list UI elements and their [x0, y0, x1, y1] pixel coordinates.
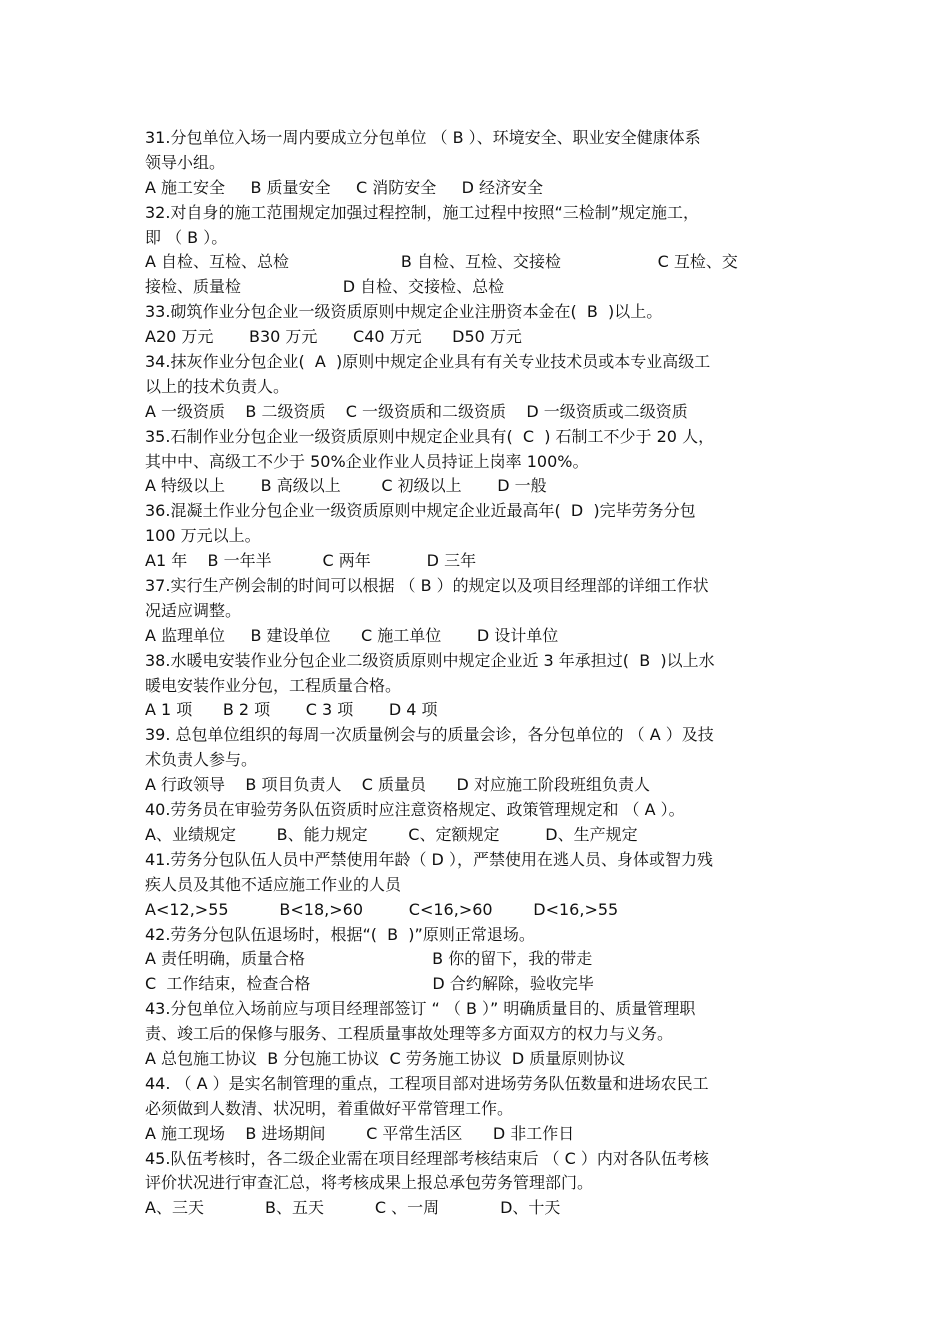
text-line: 34.抹灰作业分包企业( A )原则中规定企业具有有关专业技术员或本专业高级工: [145, 352, 711, 372]
text-line: 37.实行生产例会制的时间可以根据 （ B ）的规定以及项目经理部的详细工作状: [145, 576, 709, 596]
text-line: A 总包施工协议 B 分包施工协议 C 劳务施工协议 D 质量原则协议: [145, 1048, 626, 1068]
text-line: A20 万元 B30 万元 C40 万元 D50 万元: [145, 327, 522, 347]
text-line: 100 万元以上。: [145, 526, 261, 546]
text-line: C 工作结束，检查合格 D 合约解除，验收完毕: [145, 974, 594, 994]
text-line: A 行政领导 B 项目负责人 C 质量员 D 对应施工阶段班组负责人: [145, 775, 650, 795]
text-line: A 施工安全 B 质量安全 C 消防安全 D 经济安全: [145, 177, 544, 197]
text-line: A 自检、互检、总检 B 自检、互检、交接检 C 互检、交: [145, 252, 738, 272]
text-line: 40.劳务员在审验劳务队伍资质时应注意资格规定、政策管理规定和 （ A ）。: [145, 800, 685, 820]
text-line: A 责任明确，质量合格 B 你的留下，我的带走: [145, 949, 593, 969]
text-line: 暖电安装作业分包，工程质量合格。: [145, 675, 402, 695]
text-line: 以上的技术负责人。: [145, 376, 290, 396]
text-line: 接检、质量检 D 自检、交接检、总检: [145, 277, 505, 297]
text-line: 31.分包单位入场一周内要成立分包单位 （ B ）、环境安全、职业安全健康体系: [145, 128, 701, 147]
text-line: 疾人员及其他不适应施工作业的人员: [145, 874, 402, 894]
text-line: A 1 项 B 2 项 C 3 项 D 4 项: [145, 700, 438, 720]
text-line: A1 年 B 一年半 C 两年 D 三年: [145, 551, 477, 571]
text-line: 领导小组。: [145, 152, 226, 172]
text-line: 术负责人参与。: [145, 750, 258, 770]
text-line: 45.队伍考核时，各二级企业需在项目经理部考核结束后 （ C ）内对各队伍考核: [145, 1148, 709, 1168]
text-line: 33.砌筑作业分包企业一级资质原则中规定企业注册资本金在( B )以上。: [145, 302, 663, 322]
text-line: 43.分包单位入场前应与项目经理部签订 “ （ B ）” 明确质量目的、质量管理职: [145, 999, 696, 1019]
text-line: A<12,>55 B<18,>60 C<16,>60 D<16,>55: [145, 899, 619, 919]
text-line: 38.水暖电安装作业分包企业二级资质原则中规定企业近 3 年承担过( B )以上水: [145, 650, 715, 670]
text-line: 32.对自身的施工范围规定加强过程控制，施工过程中按照“三检制”规定施工，: [145, 202, 700, 222]
text-line: A 特级以上 B 高级以上 C 初级以上 D 一般: [145, 476, 547, 496]
text-line: 即 （ B ）。: [145, 227, 228, 247]
text-line: 44. （ A ）是实名制管理的重点，工程项目部对进场劳务队伍数量和进场农民工: [145, 1073, 709, 1093]
text-line: A 施工现场 B 进场期间 C 平常生活区 D 非工作日: [145, 1123, 575, 1143]
text-line: 评价状况进行审查汇总，将考核成果上报总承包劳务管理部门。: [145, 1173, 594, 1193]
text-line: A 监理单位 B 建设单位 C 施工单位 D 设计单位: [145, 625, 559, 645]
text-line: 35.石制作业分包企业一级资质原则中规定企业具有( C ) 石制工不少于 20 人，: [145, 426, 715, 446]
text-line: A、三天 B、五天 C 、一周 D、十天: [145, 1198, 561, 1218]
text-line: 41.劳务分包队伍人员中严禁使用年龄（ D ），严禁使用在逃人员、身体或智力残: [145, 849, 713, 869]
text-line: 况适应调整。: [145, 600, 242, 620]
text-line: A 一级资质 B 二级资质 C 一级资质和二级资质 D 一级资质或二级资质: [145, 401, 688, 421]
text-line: 其中中、高级工不少于 50%企业作业人员持证上岗率 100%。: [145, 451, 589, 471]
question-list: [145, 126, 810, 1221]
text-line: 责、竣工后的保修与服务、工程质量事故处理等多方面双方的权力与义务。: [145, 1024, 674, 1044]
text-line: 39. 总包单位组织的每周一次质量例会与的质量会诊，各分包单位的 （ A ）及技: [145, 725, 714, 745]
text-line: 42.劳务分包队伍退场时，根据“( B )”原则正常退场。: [145, 924, 535, 944]
text-line: A、业绩规定 B、能力规定 C、定额规定 D、生产规定: [145, 824, 638, 844]
text-line: 36.混凝土作业分包企业一级资质原则中规定企业近最高年( D )完毕劳务分包: [145, 501, 696, 521]
text-line: 必须做到人数清、状况明，着重做好平常管理工作。: [145, 1098, 514, 1118]
